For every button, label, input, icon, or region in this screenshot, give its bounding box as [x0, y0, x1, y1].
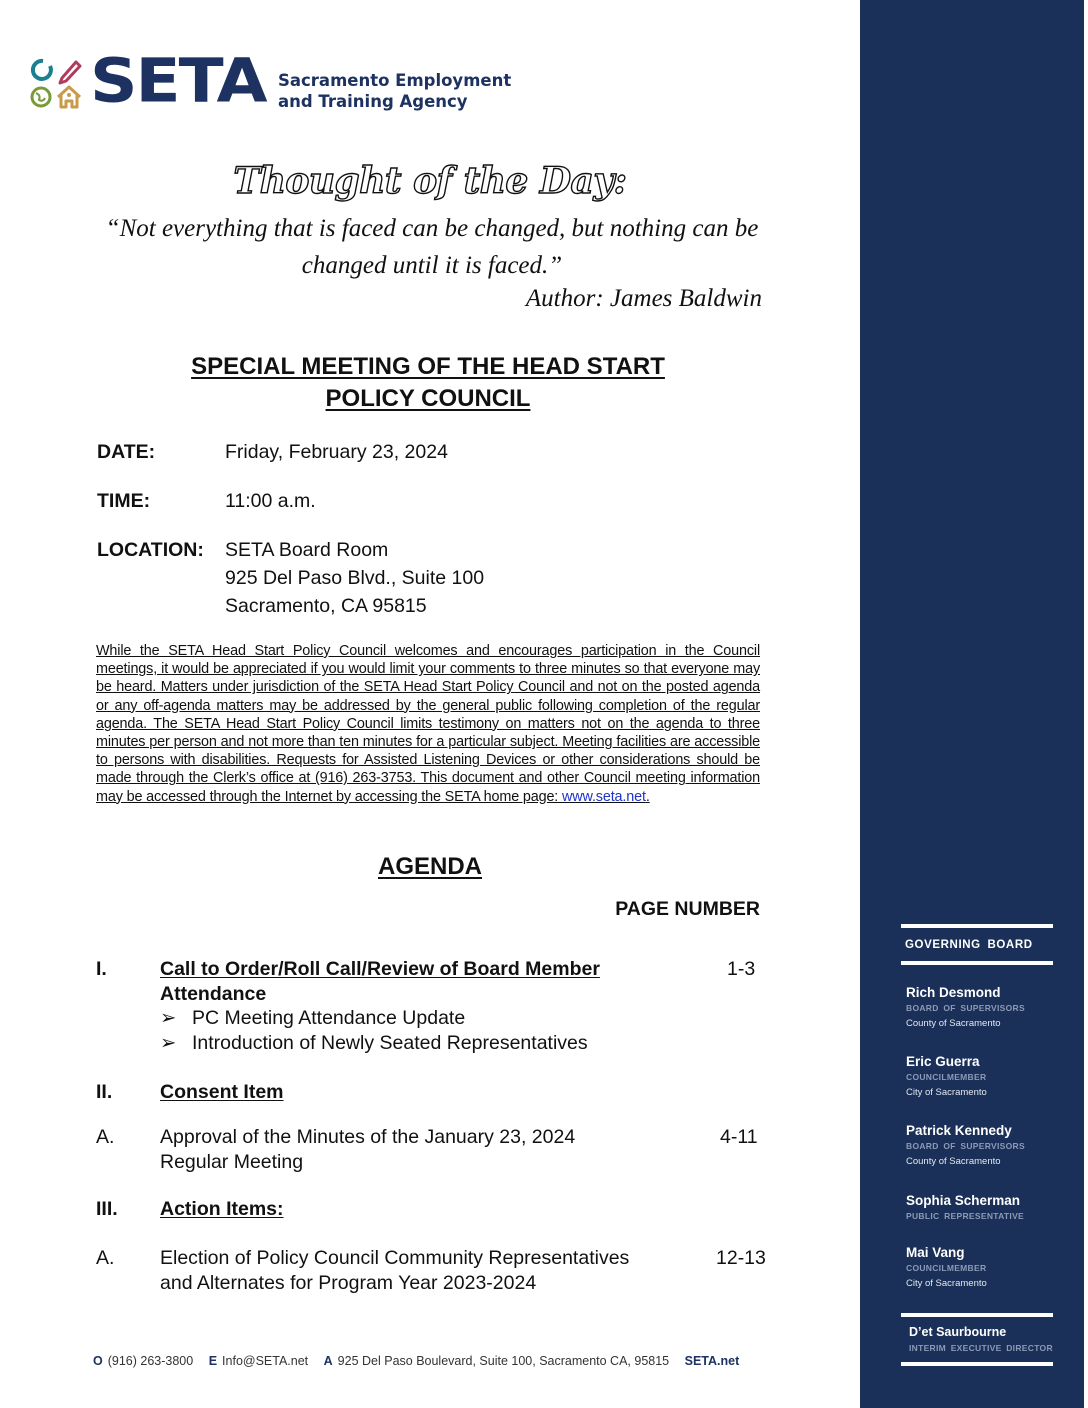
- member-role: BOARD OF SUPERVISORS: [906, 1141, 1025, 1151]
- board-member: [906, 1122, 1025, 1169]
- divider: [901, 1313, 1053, 1317]
- agenda-item-5-line2: and Alternates for Program Year 2023-2024: [160, 1272, 537, 1294]
- agenda-item-3-pages: 4-11: [720, 1126, 758, 1148]
- thought-author: Author: James Baldwin: [525, 285, 762, 312]
- globe-icon: [32, 88, 50, 106]
- agenda-item-3-number: A.: [96, 1126, 115, 1148]
- board-member: [906, 1053, 987, 1100]
- circle-icon: [33, 61, 51, 79]
- location-label: LOCATION:: [97, 539, 204, 561]
- address-value: 925 Del Paso Boulevard, Suite 100, Sacramento CA, 95815: [337, 1354, 670, 1368]
- location-value: [225, 536, 484, 620]
- member-org: County of Sacramento: [906, 1018, 1001, 1029]
- agenda-item-1-bullet-1: [160, 1006, 465, 1031]
- phone-value: (916) 263-3800: [107, 1354, 194, 1368]
- agenda-item-4-number: III.: [96, 1198, 118, 1220]
- bullet-text: Introduction of Newly Seated Representatives: [192, 1032, 588, 1054]
- director-role: INTERIM EXECUTIVE DIRECTOR: [909, 1343, 1053, 1353]
- divider: [901, 1362, 1053, 1366]
- member-name: Patrick Kennedy: [906, 1123, 1012, 1138]
- divider: [901, 924, 1053, 928]
- agenda-item-4-title: Action Items:: [160, 1198, 284, 1220]
- meeting-title-line1: SPECIAL MEETING OF THE HEAD START: [191, 353, 665, 380]
- arrow-bullet-icon: ➢: [160, 1032, 177, 1054]
- thought-quote: “Not everything that is faced can be changed, but nothing can be changed until it is faced.”: [105, 215, 759, 279]
- member-role: COUNCILMEMBER: [906, 1263, 987, 1273]
- agenda-item-1-bullet-2: [160, 1031, 588, 1056]
- agenda-item-3-title: [160, 1125, 575, 1175]
- time-label: TIME:: [97, 490, 151, 512]
- board-member: [906, 984, 1025, 1031]
- thought-title: Thought of the Day:: [233, 160, 627, 202]
- agenda-item-5-number: A.: [96, 1247, 115, 1269]
- date-label: DATE:: [97, 441, 156, 463]
- member-role: BOARD OF SUPERVISORS: [906, 1003, 1025, 1013]
- agenda-item-2-title: Consent Item: [160, 1081, 284, 1103]
- agenda-item-1-number: I.: [96, 958, 107, 980]
- logo-subtitle: [278, 70, 511, 112]
- footer-address: [324, 1354, 670, 1368]
- governing-board-sidebar: [860, 0, 1084, 1408]
- member-name: Sophia Scherman: [906, 1193, 1021, 1208]
- date-value: Friday, February 23, 2024: [225, 441, 448, 463]
- agenda-item-1-line1: Call to Order/Roll Call/Review of Board Member: [160, 958, 600, 980]
- notice-trailing: .: [645, 788, 650, 805]
- agenda-item-2-number: II.: [96, 1081, 113, 1103]
- agenda-item-3-line1: Approval of the Minutes of the January 23, 2024: [160, 1126, 576, 1148]
- public-comment-notice: [96, 642, 760, 806]
- footer-website[interactable]: SETA.net: [684, 1354, 740, 1368]
- logo-subtitle-line1: Sacramento Employment: [278, 71, 512, 90]
- board-member: [906, 1244, 987, 1291]
- email-value[interactable]: Info@SETA.net: [222, 1354, 309, 1368]
- location-line1: SETA Board Room: [225, 539, 389, 561]
- member-org: City of Sacramento: [906, 1278, 987, 1289]
- meeting-title: [96, 351, 760, 415]
- member-name: Eric Guerra: [906, 1054, 980, 1069]
- time-value: 11:00 a.m.: [225, 490, 316, 512]
- member-org: County of Sacramento: [906, 1156, 1001, 1167]
- member-org: City of Sacramento: [906, 1087, 987, 1098]
- agenda-item-5-title: [160, 1246, 629, 1296]
- pencil-icon: [60, 62, 80, 83]
- agenda-item-5-pages: 12-13: [716, 1247, 766, 1269]
- logo-subtitle-line2: and Training Agency: [278, 92, 468, 111]
- member-role: COUNCILMEMBER: [906, 1072, 987, 1082]
- contact-footer: [93, 1354, 739, 1368]
- notice-text: While the SETA Head Start Policy Council welcomes and encourages participation in the Council meetings, it would be appreciated if you would limit your comments to three minutes so that everyone may be heard. Matters under jurisdiction of the SETA Head Start Policy Council and not on the posted agenda or any off-agenda matters may be addressed by the general public following completion of the regular agenda. The SETA Head Start Policy Council limits testimony on matters not on the agenda to three minutes per person and not more than ten minutes for a particular subject. Meeting facilities are accessible to persons with disabilities. Requests for Assisted Listening Devices or other considerations should be made through the Clerk’s office at (916) 263-3753. This document and other Council meeting information may be accessed through the Internet by accessing the SETA home page:: [96, 643, 760, 805]
- footer-email: [209, 1354, 308, 1368]
- footer-phone: [93, 1354, 193, 1368]
- member-name: Mai Vang: [906, 1245, 965, 1260]
- agenda-item-3-line2: Regular Meeting: [160, 1151, 304, 1173]
- divider: [901, 961, 1053, 965]
- house-icon: [58, 87, 80, 107]
- logo-icons: [30, 58, 84, 110]
- location-line3: Sacramento, CA 95815: [225, 595, 427, 617]
- member-role: PUBLIC REPRESENTATIVE: [906, 1211, 1025, 1221]
- agenda-item-1-title: [160, 957, 600, 1007]
- board-member: [906, 1192, 1024, 1224]
- agenda-title: AGENDA: [377, 853, 482, 880]
- agenda-item-1-line2: Attendance: [160, 983, 267, 1005]
- arrow-bullet-icon: ➢: [160, 1007, 177, 1029]
- executive-director: [909, 1324, 1053, 1356]
- location-line2: 925 Del Paso Blvd., Suite 100: [225, 567, 485, 589]
- bullet-text: PC Meeting Attendance Update: [192, 1007, 466, 1029]
- page-number-header: PAGE NUMBER: [615, 898, 760, 920]
- agenda-item-1-pages: 1-3: [727, 958, 756, 980]
- logo-wordmark: SETA: [90, 45, 266, 117]
- meeting-title-line2: POLICY COUNCIL: [325, 385, 531, 412]
- member-name: Rich Desmond: [906, 985, 1001, 1000]
- email-label: E: [208, 1354, 218, 1368]
- address-label: A: [323, 1354, 333, 1368]
- phone-label: O: [93, 1354, 103, 1368]
- director-name: D’et Saurbourne: [909, 1325, 1007, 1339]
- seta-website-link[interactable]: www.seta.net: [562, 788, 646, 805]
- governing-board-heading: GOVERNING BOARD: [905, 939, 1033, 951]
- agenda-item-5-line1: Election of Policy Council Community Representatives: [160, 1247, 630, 1269]
